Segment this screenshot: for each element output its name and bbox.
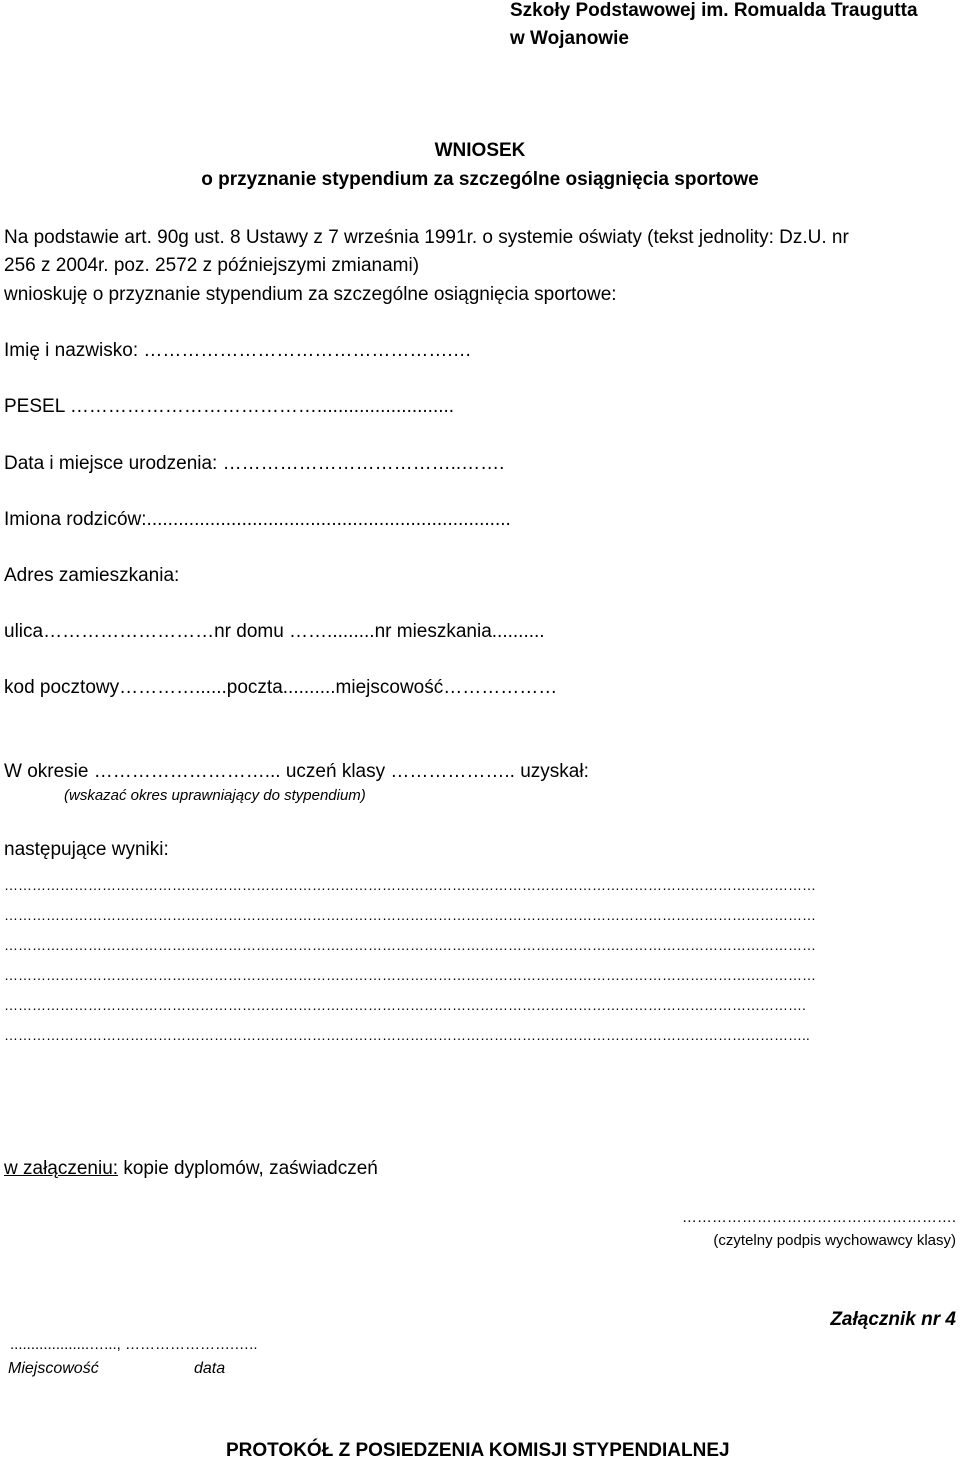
field-address-label: Adres zamieszkania: — [4, 565, 180, 586]
field-street: ulica………………………nr domu …….........nr mieszkania.......... — [4, 621, 545, 642]
protocol-title: PROTOKÓŁ Z POSIEDZENIA KOMISJI STYPENDIALNEJ — [226, 1440, 730, 1461]
field-results-label: następujące wyniki: — [4, 839, 169, 860]
intro-line-2: 256 z 2004r. poz. 2572 z późniejszymi zmianami) — [4, 255, 420, 276]
result-line: ………………………………………………………………………………………………………………………………………………………. — [4, 997, 806, 1013]
field-postal: kod pocztowy…………......poczta..........miejscowość……………… — [4, 677, 558, 698]
annex-label: Załącznik nr 4 — [830, 1309, 956, 1330]
results-lines — [4, 870, 956, 1050]
attachments-label: w załączeniu: — [4, 1158, 119, 1179]
document-title: WNIOSEK — [434, 140, 526, 161]
attachments — [4, 1154, 378, 1184]
result-line: ………………………………………………………………………………………………………………………………………………………… — [4, 937, 816, 953]
place-date-line: ...................…..., ………………….….. — [10, 1336, 258, 1353]
field-parents: Imiona rodziców:..................................................................... — [4, 509, 511, 530]
signature-line: ………………………………………………. — [681, 1209, 956, 1226]
field-birth: Data i miejsce urodzenia: ………………………………..……. — [4, 453, 505, 474]
intro-line-1: Na podstawie art. 90g ust. 8 Ustawy z 7 września 1991r. o systemie oświaty (tekst jednolity: Dz.U. nr — [4, 227, 849, 248]
signature-caption: (czytelny podpis wychowawcy klasy) — [713, 1232, 956, 1249]
attachments-value: kopie dyplomów, zaświadczeń — [118, 1158, 378, 1179]
school-name-line1: Szkoły Podstawowej im. Romualda Traugutta — [510, 0, 918, 21]
school-name-line2: w Wojanowie — [510, 28, 629, 49]
result-line: ………………………………………………………………………………………………………………………………………………………… — [4, 967, 816, 983]
intro-line-3: wnioskuję o przyznanie stypendium za szczególne osiągnięcia sportowe: — [4, 284, 617, 305]
field-pesel: PESEL ………………………………….......................... — [4, 396, 455, 417]
result-line: ……………………………………………………………………………………………………………………………………………………….. — [4, 1027, 810, 1043]
result-line: ………………………………………………………………………………………………………………………………………………………… — [4, 877, 816, 893]
field-name: Imię i nazwisko: ………………………………………….… — [4, 340, 472, 361]
date-label: data — [194, 1360, 226, 1377]
document-subtitle: o przyznanie stypendium za szczególne osiągnięcia sportowe — [201, 169, 759, 190]
result-line: ………………………………………………………………………………………………………………………………………………………… — [4, 907, 816, 923]
field-period: W okresie ………………………... uczeń klasy ……………….. uzyskał: — [4, 761, 589, 782]
place-label: Miejscowość — [8, 1360, 99, 1377]
field-period-hint: (wskazać okres uprawniający do stypendium) — [64, 787, 366, 804]
